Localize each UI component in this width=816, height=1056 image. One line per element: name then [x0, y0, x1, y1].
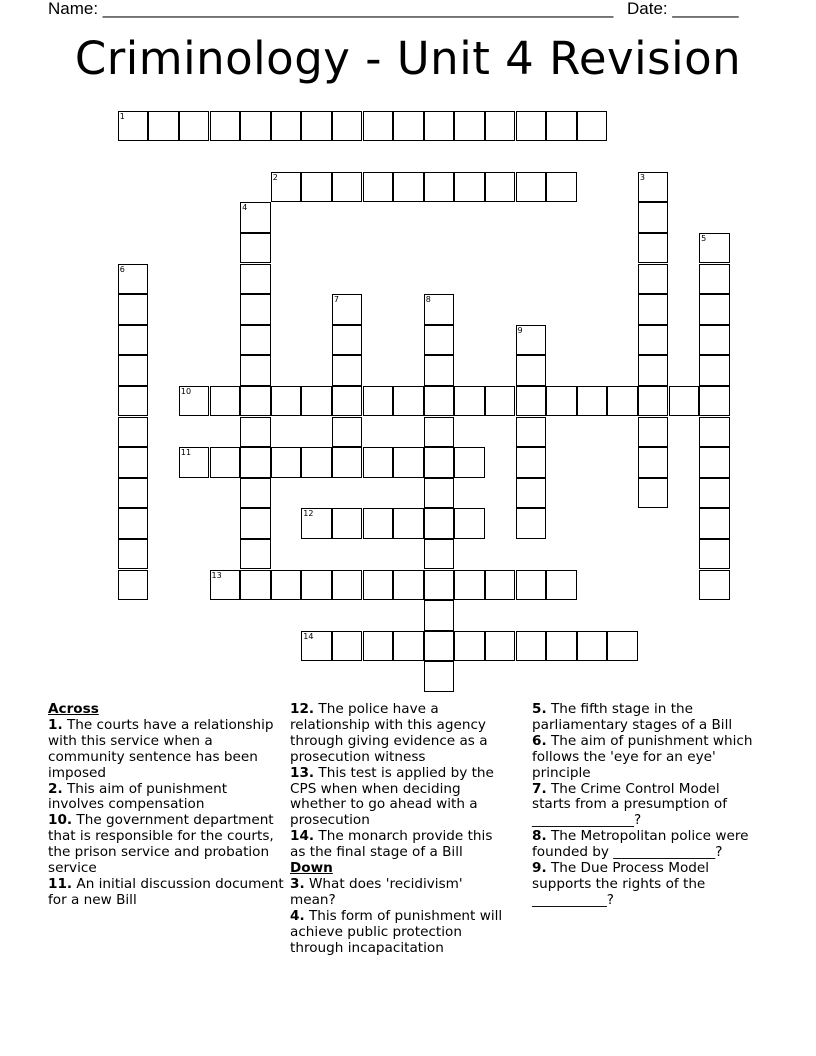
- crossword-cell[interactable]: [454, 447, 485, 478]
- crossword-cell[interactable]: [638, 325, 669, 356]
- crossword-cell[interactable]: [240, 478, 271, 509]
- crossword-cell[interactable]: [424, 631, 455, 662]
- crossword-cell[interactable]: [240, 447, 271, 478]
- clues-column-3: [532, 702, 754, 909]
- crossword-cell[interactable]: [699, 355, 730, 386]
- clue-down-6: 6. The aim of punishment which follows the 'eye for an eye' principle: [532, 732, 753, 781]
- crossword-cell[interactable]: [638, 478, 669, 509]
- crossword-cell[interactable]: [332, 447, 363, 478]
- crossword-cell[interactable]: [118, 386, 149, 417]
- crossword-cell[interactable]: [454, 508, 485, 539]
- clue-across-11: 11. An initial discussion document for a new Bill: [48, 875, 284, 908]
- crossword-cell[interactable]: [363, 386, 394, 417]
- crossword-cell[interactable]: [240, 111, 271, 142]
- clue-down-7: 7. The Crime Control Model starts from a presumption of _______________?: [532, 780, 727, 829]
- crossword-cell[interactable]: [485, 172, 516, 203]
- clue-down-9: 9. The Due Process Model supports the rights of the ___________?: [532, 860, 710, 908]
- crossword-cell[interactable]: [301, 172, 332, 203]
- crossword-cell[interactable]: [699, 264, 730, 295]
- crossword-cell[interactable]: [546, 172, 577, 203]
- crossword-cell[interactable]: [424, 478, 455, 509]
- crossword-cell[interactable]: [516, 570, 547, 601]
- crossword-cell[interactable]: [393, 172, 424, 203]
- crossword-cell[interactable]: [485, 570, 516, 601]
- crossword-cell[interactable]: [118, 325, 149, 356]
- crossword-cell[interactable]: [638, 202, 669, 233]
- crossword-cell[interactable]: [332, 111, 363, 142]
- crossword-cell[interactable]: [546, 386, 577, 417]
- clue-number: 8: [425, 295, 431, 305]
- crossword-cell[interactable]: [424, 508, 455, 539]
- clue-across-10: 10. The government department that is responsible for the courts, the prison service and probation service: [48, 812, 274, 877]
- crossword-cell[interactable]: [240, 570, 271, 601]
- crossword-cell[interactable]: [301, 447, 332, 478]
- clue-across-2: 2. This aim of punishment involves compensation: [48, 780, 228, 813]
- crossword-cell[interactable]: [424, 111, 455, 142]
- crossword-cell[interactable]: [424, 447, 455, 478]
- crossword-cell[interactable]: [393, 111, 424, 142]
- crossword-cell[interactable]: [363, 508, 394, 539]
- crossword-cell[interactable]: [332, 631, 363, 662]
- crossword-cell[interactable]: [118, 111, 149, 142]
- crossword-cell[interactable]: [363, 111, 394, 142]
- crossword-cell[interactable]: [638, 417, 669, 448]
- crossword-cell[interactable]: [454, 386, 485, 417]
- crossword-cell[interactable]: [240, 508, 271, 539]
- crossword-cell[interactable]: [118, 478, 149, 509]
- crossword-cell[interactable]: [332, 172, 363, 203]
- crossword-cell[interactable]: [240, 386, 271, 417]
- crossword-cell[interactable]: [118, 264, 149, 295]
- crossword-cell[interactable]: [454, 172, 485, 203]
- clue-number: 12: [303, 509, 314, 519]
- crossword-cell[interactable]: [240, 355, 271, 386]
- crossword-cell[interactable]: [363, 172, 394, 203]
- crossword-cell[interactable]: [118, 294, 149, 325]
- crossword-cell[interactable]: [240, 417, 271, 448]
- crossword-cell[interactable]: [148, 111, 179, 142]
- crossword-cell[interactable]: [301, 111, 332, 142]
- clue-down-5: 5. The fifth stage in the parliamentary stages of a Bill: [532, 701, 733, 733]
- crossword-cell[interactable]: [393, 570, 424, 601]
- across-heading: Across: [48, 701, 99, 717]
- crossword-cell[interactable]: [516, 111, 547, 142]
- crossword-cell[interactable]: [699, 539, 730, 570]
- crossword-cell[interactable]: [607, 631, 638, 662]
- crossword-cell[interactable]: [454, 570, 485, 601]
- crossword-cell[interactable]: [301, 570, 332, 601]
- crossword-cell[interactable]: [118, 355, 149, 386]
- clue-down-4: 4. This form of punishment will achieve public protection through incapacitation: [290, 907, 503, 956]
- crossword-cell[interactable]: [118, 539, 149, 570]
- crossword-cell[interactable]: [118, 447, 149, 478]
- clue-across-1: 1. The courts have a relationship with this service when a community sentence has been imposed: [48, 716, 274, 781]
- crossword-cell[interactable]: [516, 172, 547, 203]
- crossword-cell[interactable]: [332, 355, 363, 386]
- clue-down-3: 3. What does 'recidivism' mean?: [290, 875, 463, 908]
- clue-number: 5: [701, 233, 707, 243]
- crossword-cell[interactable]: [577, 111, 608, 142]
- crossword-cell[interactable]: [271, 570, 302, 601]
- crossword-cell[interactable]: [424, 539, 455, 570]
- crossword-cell[interactable]: [393, 447, 424, 478]
- crossword-cell[interactable]: [332, 417, 363, 448]
- crossword-cell[interactable]: [577, 386, 608, 417]
- clue-across-14: 14. The monarch provide this as the final stage of a Bill: [290, 828, 493, 861]
- crossword-cell[interactable]: [516, 478, 547, 509]
- crossword-cell[interactable]: [638, 172, 669, 203]
- crossword-cell[interactable]: [454, 111, 485, 142]
- crossword-cell[interactable]: [699, 294, 730, 325]
- clue-number: 4: [242, 203, 248, 213]
- clue-number: 3: [639, 172, 645, 182]
- crossword-cell[interactable]: [393, 508, 424, 539]
- crossword-cell[interactable]: [546, 570, 577, 601]
- crossword-cell[interactable]: [363, 631, 394, 662]
- crossword-cell[interactable]: [271, 172, 302, 203]
- down-heading: Down: [290, 860, 333, 877]
- crossword-cell[interactable]: [301, 631, 332, 662]
- clue-number: 2: [272, 172, 278, 182]
- crossword-cell[interactable]: [516, 508, 547, 539]
- clue-across-13: 13. This test is applied by the CPS when when deciding whether to go ahead with a prosecution: [290, 764, 494, 829]
- crossword-cell[interactable]: [424, 172, 455, 203]
- crossword-cell[interactable]: [638, 264, 669, 295]
- clues-column-1: [48, 702, 284, 909]
- crossword-cell[interactable]: [240, 294, 271, 325]
- crossword-cell[interactable]: [424, 294, 455, 325]
- crossword-cell[interactable]: [240, 202, 271, 233]
- crossword-cell[interactable]: [118, 570, 149, 601]
- crossword-cell[interactable]: [210, 447, 241, 478]
- clues-column-2: [290, 702, 512, 957]
- crossword-cell[interactable]: [424, 417, 455, 448]
- crossword-cell[interactable]: [271, 386, 302, 417]
- clue-down-8: 8. The Metropolitan police were founded by _______________?: [532, 828, 749, 861]
- crossword-cell[interactable]: [699, 508, 730, 539]
- crossword-cell[interactable]: [240, 539, 271, 570]
- page-title: Criminology - Unit 4 Revision: [74, 32, 742, 85]
- crossword-cell[interactable]: [424, 600, 455, 631]
- crossword-cell[interactable]: [271, 447, 302, 478]
- crossword-cell[interactable]: [210, 570, 241, 601]
- crossword-cell[interactable]: [118, 417, 149, 448]
- crossword-cell[interactable]: [332, 386, 363, 417]
- crossword-cell[interactable]: [301, 386, 332, 417]
- crossword-cell[interactable]: [546, 631, 577, 662]
- clue-number: 13: [211, 570, 222, 580]
- crossword-cell[interactable]: [393, 631, 424, 662]
- clue-number: 11: [180, 448, 192, 458]
- crossword-cell[interactable]: [516, 417, 547, 448]
- clue-number: 10: [180, 386, 192, 396]
- crossword-cell[interactable]: [424, 355, 455, 386]
- clue-number: 1: [119, 111, 125, 121]
- crossword-cell[interactable]: [638, 233, 669, 264]
- crossword-cell[interactable]: [179, 386, 210, 417]
- crossword-cell[interactable]: [424, 570, 455, 601]
- crossword-cell[interactable]: [454, 631, 485, 662]
- crossword-cell[interactable]: [699, 233, 730, 264]
- date-field-label: Date: _______: [627, 0, 739, 18]
- crossword-cell[interactable]: [240, 233, 271, 264]
- crossword-cell[interactable]: [638, 355, 669, 386]
- crossword-cell[interactable]: [516, 386, 547, 417]
- crossword-cell[interactable]: [179, 111, 210, 142]
- name-field-label: Name: ______________________________________________________: [48, 0, 614, 18]
- crossword-cell[interactable]: [332, 294, 363, 325]
- crossword-cell[interactable]: [669, 386, 700, 417]
- crossword-cell[interactable]: [516, 631, 547, 662]
- crossword-cell[interactable]: [577, 631, 608, 662]
- crossword-cell[interactable]: [638, 447, 669, 478]
- crossword-cell[interactable]: [485, 631, 516, 662]
- crossword-cell[interactable]: [516, 447, 547, 478]
- crossword-cell[interactable]: [638, 386, 669, 417]
- clue-number: 9: [517, 325, 523, 335]
- crossword-cell[interactable]: [424, 661, 455, 692]
- crossword-cell[interactable]: [424, 325, 455, 356]
- clue-number: 14: [303, 631, 314, 641]
- crossword-cell[interactable]: [699, 386, 730, 417]
- crossword-cell[interactable]: [210, 386, 241, 417]
- clue-across-12: 12. The police have a relationship with this agency through giving evidence as a prosecution witness: [290, 701, 488, 765]
- crossword-cell[interactable]: [607, 386, 638, 417]
- crossword-cell[interactable]: [240, 325, 271, 356]
- crossword-cell[interactable]: [699, 570, 730, 601]
- crossword-cell[interactable]: [271, 111, 302, 142]
- clue-number: 7: [333, 295, 339, 305]
- crossword-cell[interactable]: [699, 325, 730, 356]
- crossword-cell[interactable]: [699, 417, 730, 448]
- crossword-cell[interactable]: [424, 386, 455, 417]
- crossword-cell[interactable]: [332, 570, 363, 601]
- crossword-cell[interactable]: [638, 294, 669, 325]
- crossword-cell[interactable]: [699, 478, 730, 509]
- crossword-cell[interactable]: [516, 355, 547, 386]
- crossword-cell[interactable]: [485, 111, 516, 142]
- crossword-cell[interactable]: [516, 325, 547, 356]
- crossword-cell[interactable]: [363, 570, 394, 601]
- crossword-cell[interactable]: [118, 508, 149, 539]
- crossword-cell[interactable]: [301, 508, 332, 539]
- crossword-cell[interactable]: [179, 447, 210, 478]
- crossword-cell[interactable]: [332, 325, 363, 356]
- clue-number: 6: [119, 264, 125, 274]
- crossword-cell[interactable]: [699, 447, 730, 478]
- crossword-cell[interactable]: [363, 447, 394, 478]
- crossword-cell[interactable]: [210, 111, 241, 142]
- crossword-cell[interactable]: [546, 111, 577, 142]
- crossword-cell[interactable]: [485, 386, 516, 417]
- crossword-cell[interactable]: [240, 264, 271, 295]
- crossword-cell[interactable]: [393, 386, 424, 417]
- crossword-cell[interactable]: [332, 508, 363, 539]
